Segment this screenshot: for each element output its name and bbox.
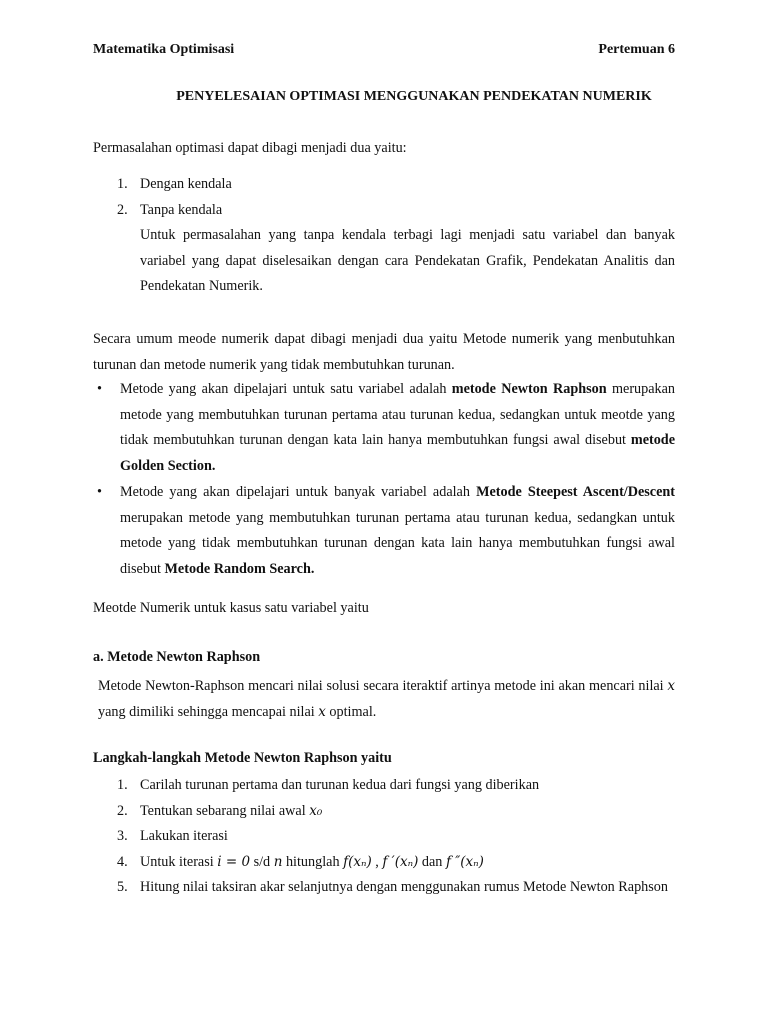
bullet-bold: Metode Steepest Ascent/Descent xyxy=(476,484,676,500)
newton-raphson-paragraph xyxy=(98,674,675,725)
math-variable: x xyxy=(667,678,675,694)
math-expression: i = 0 xyxy=(217,853,251,870)
step-item xyxy=(93,799,675,825)
intro-paragraph: Permasalahan optimasi dapat dibagi menjadi dua yaitu: xyxy=(93,140,407,156)
list-number: 1. xyxy=(117,176,128,192)
step-text: Carilah turunan pertama dan turunan kedua dari fungsi yang diberikan xyxy=(140,777,540,793)
step-text: hitunglah xyxy=(282,853,344,870)
bullet-text: Metode yang akan dipelajari untuk banyak variabel adalah xyxy=(120,484,477,500)
list-item xyxy=(93,198,675,224)
bullet-bold: metode Golden Section. xyxy=(120,432,675,474)
list-text: Dengan kendala xyxy=(140,176,232,192)
step-text: Lakukan iterasi xyxy=(140,828,228,844)
math-variable: x xyxy=(318,703,326,720)
list-detail-text: Untuk permasalahan yang tanpa kendala terbagi lagi menjadi satu variabel dan banyak variabel yang dapat diselesaikan dengan cara Pendekatan Grafik, Pendekatan Analitis dan Pendekatan Numerik. xyxy=(140,227,675,294)
steps-list xyxy=(93,773,675,901)
list-text: Tanpa kendala xyxy=(140,201,223,218)
bullet-item xyxy=(93,480,675,582)
step-number: 2. xyxy=(117,802,128,819)
step-item xyxy=(93,850,675,876)
step-number: 1. xyxy=(117,777,128,793)
step-number: 4. xyxy=(117,853,128,870)
paragraph-text: yang dimiliki sehingga mencapai nilai xyxy=(98,703,319,720)
meeting-number: Pertemuan 6 xyxy=(598,42,675,57)
bullet-bold: metode Newton Raphson xyxy=(451,381,607,397)
bullet-text: Metode yang akan dipelajari untuk satu variabel adalah xyxy=(120,381,452,397)
step-text: , xyxy=(371,853,383,870)
paragraph-text: optimal. xyxy=(325,703,377,720)
step-text: Untuk iterasi xyxy=(140,853,218,870)
math-expression: f ″(xₙ) xyxy=(445,853,484,870)
document-title: PENYELESAIAN OPTIMASI MENGGUNAKAN PENDEKATAN NUMERIK xyxy=(176,89,652,104)
step-text: dan xyxy=(418,853,446,870)
step-text: s/d xyxy=(250,853,274,870)
bullet-icon: • xyxy=(97,484,102,500)
steps-heading: Langkah-langkah Metode Newton Raphson yaitu xyxy=(93,750,392,766)
bullet-text: merupakan metode yang membutuhkan turunan pertama atau turunan kedua, sedangkan untuk meotde yang tidak membutuhkan turunan dengan kata lain hanya membutuhkan fungsi awal disebut xyxy=(120,381,676,448)
list-number: 2. xyxy=(117,201,128,218)
step-text: Hitung nilai taksiran akar selanjutnya dengan menggunakan rumus Metode Newton Raphson xyxy=(140,879,668,895)
bullet-list-1 xyxy=(93,377,675,479)
step-text: Tentukan sebarang nilai awal xyxy=(140,802,310,819)
course-title: Matematika Optimisasi xyxy=(93,42,235,57)
step-number: 3. xyxy=(117,828,128,844)
list-item xyxy=(93,172,675,198)
math-expression: f(xₙ) xyxy=(343,853,372,870)
numeric-methods-paragraph: Secara umum meode numerik dapat dibagi menjadi dua yaitu Metode numerik yang menbutuhkan turunan dan metode numerik yang tidak membutuhkan turunan. xyxy=(93,331,675,373)
page-header xyxy=(93,42,675,58)
bullet-bold: Metode Random Search. xyxy=(164,560,315,577)
paragraph-text: Metode Newton-Raphson mencari nilai solusi secara iteraktif artinya metode ini akan mencari nilai xyxy=(98,678,668,694)
list-item-detail xyxy=(93,223,675,300)
bullet-list-2 xyxy=(93,480,675,582)
bullet-text: merupakan metode yang membutuhkan turunan pertama atau turunan kedua, sedangkan untuk metode yang tidak membutuhkan turunan dengan kata lain hanya membutuhkan fungsi awal disebut xyxy=(120,509,675,577)
math-variable: n xyxy=(273,853,283,870)
step-item xyxy=(93,875,675,901)
step-number: 5. xyxy=(117,879,128,895)
bullet-item xyxy=(93,377,675,479)
step-item xyxy=(93,824,675,850)
math-expression: f ′(xₙ) xyxy=(382,853,419,870)
section-heading-a: a. Metode Newton Raphson xyxy=(93,649,261,665)
single-variable-intro: Meotde Numerik untuk kasus satu variabel yaitu xyxy=(93,600,369,616)
bullet-icon: • xyxy=(97,381,102,397)
math-variable: x₀ xyxy=(309,802,323,819)
problem-types-list xyxy=(93,172,675,300)
step-item xyxy=(93,773,675,799)
